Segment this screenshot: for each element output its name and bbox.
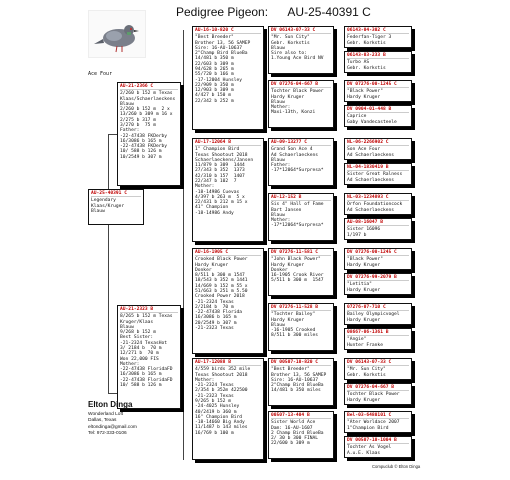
card-line: "Ater Worldace 2007: [347, 420, 400, 426]
ring-number: DV 07276-00-1245 C: [347, 82, 409, 88]
card-line: 16/3086 b 165 m: [120, 138, 162, 144]
card-line: Best Sister:: [120, 335, 154, 341]
card-line: 22/342 b 252 m: [195, 98, 234, 104]
card-line: -21-2323 Texas: [195, 325, 234, 331]
ring-number: 07276-07-710 C: [347, 305, 409, 311]
card-line: -21-2324 Texas: [195, 383, 234, 389]
ring-number: AU-25-40391 C: [91, 191, 141, 197]
ring-number: AU-12-152 B: [271, 195, 331, 201]
card-line: 2"Champ Bird BlueBa: [271, 383, 324, 389]
card-line: 8/265 b 152 m Texas: [120, 314, 173, 320]
card-line: Ad Schaerlaeckens: [347, 207, 395, 213]
card-line: 1"Champion Bird: [347, 425, 389, 431]
card-line: Blauw: [120, 324, 134, 330]
gg-card[interactable]: [344, 436, 412, 458]
card-line: 2/260 b 152 m 2 x: [120, 107, 170, 113]
gg-card[interactable]: [344, 26, 412, 48]
gg-card[interactable]: [344, 51, 412, 73]
card-line: Hunter Franke: [347, 342, 383, 348]
gg-card[interactable]: [344, 138, 412, 160]
gg-card[interactable]: [344, 411, 412, 433]
ring-number: DV 07276-04-667 B: [271, 82, 331, 88]
connector: [108, 134, 117, 394]
card-line: Father:: [271, 163, 291, 169]
ring-number: DV 0904-01-448 B: [347, 107, 409, 113]
card-line: -21-2324 Texas: [195, 299, 234, 305]
card-line: "Best Breeder": [195, 35, 234, 41]
card-line: Grand Son Ace 4: [271, 147, 313, 153]
card-line: Tochter Black Power: [347, 392, 400, 398]
card-line: 2"Champ Bird BlueBa: [195, 51, 248, 57]
card-line: 4/559 birds 352 mile: [195, 367, 251, 373]
sire-card[interactable]: [117, 82, 181, 186]
gg-card[interactable]: [344, 105, 412, 127]
card-line: Blauw: [271, 212, 285, 218]
gg-card[interactable]: [344, 218, 412, 240]
card-line: 51/663 b 251 m 5.50: [195, 288, 248, 294]
card-line: 16" Champion Bird: [195, 414, 243, 420]
card-line: Father:: [120, 128, 140, 134]
gg-card[interactable]: [344, 163, 412, 185]
card-line: Sister 16096: [347, 227, 381, 233]
card-line: -17*12064*Surpresa*: [271, 168, 324, 174]
card-line: 22/603 b 309 m: [195, 61, 234, 67]
card-line: 8/511 b 300 miles: [271, 333, 319, 339]
owner-name: Elton Dinga: [88, 400, 133, 409]
gg-card[interactable]: [344, 383, 412, 405]
card-line: Kruger/Klaas: [120, 319, 154, 325]
card-line: -21-2324 TexasHot: [120, 340, 168, 346]
great-grandparent-card[interactable]: [268, 248, 334, 296]
great-grandparent-card[interactable]: [268, 193, 334, 241]
card-line: 12/903 b 309 m: [195, 88, 234, 94]
owner-city: Dallas, Texas: [88, 418, 117, 424]
card-line: Mother:: [120, 361, 140, 367]
ring-number: DV 07276-99-2079 B: [347, 275, 409, 281]
card-line: 10/ 588 b 126 m: [120, 149, 162, 155]
ring-number: Bel-03-6480101 C: [347, 413, 409, 419]
card-line: 27/343 b 352 1373: [195, 168, 245, 174]
card-line: "Black Power": [347, 89, 383, 95]
ring-number: 08667-06-1361 B: [347, 330, 409, 336]
ring-number: DV 07276-11-528 B: [271, 305, 331, 311]
card-line: Gebr. Korkstis: [347, 372, 386, 378]
card-line: Ad Schaerlaeckens: [347, 177, 395, 183]
card-line: "Angie": [347, 337, 367, 343]
card-line: "Black Power": [347, 257, 383, 263]
great-grandparent-card[interactable]: [268, 411, 334, 459]
card-line: Mother:: [271, 105, 291, 111]
gg-card[interactable]: [344, 193, 412, 215]
ring-number: NL-04-1830419 B: [347, 165, 409, 171]
card-line: "Mr. Sun City": [271, 35, 310, 41]
card-line: Hardy Kruger: [347, 262, 381, 268]
card-line: 2/ 30 b 300 FINAL: [271, 436, 319, 442]
card-line: 3/ 2184 b 70 m: [120, 345, 162, 351]
card-line: 8/511 b 300 m 1547: [195, 273, 245, 279]
granddam-maternal-card[interactable]: [192, 358, 264, 460]
gg-card[interactable]: [344, 248, 412, 270]
card-line: -16-1905 Crooked: [271, 328, 316, 334]
card-line: 14/481 b 350 m: [195, 56, 234, 62]
card-line: Legendary: [91, 198, 116, 204]
ring-number: AU-21-2366 C: [120, 84, 178, 90]
ring-number: NL-06-2266902 C: [347, 140, 409, 146]
card-line: 2/2184 b 70 m: [195, 304, 234, 310]
ring-number: AU-16-1905 C: [195, 250, 261, 256]
card-line: -22-47438 Florida: [195, 310, 243, 316]
card-line: Hardy Kruger: [271, 262, 305, 268]
card-line: -18-14986 Cuevas: [195, 189, 240, 195]
ring-number: DV 00507-10-820 C: [271, 360, 331, 366]
card-line: 41" Champion: [195, 205, 229, 211]
card-line: Blauw: [120, 101, 134, 107]
card-line: 12/271 b 70 m: [120, 351, 159, 357]
card-line: "Tochter Bailey": [271, 312, 316, 318]
card-line: 9/268 b 152 m: [120, 330, 156, 336]
card-line: Blauw: [91, 208, 105, 214]
card-line: Blauw: [271, 157, 285, 163]
granddam-paternal-card[interactable]: [192, 138, 264, 242]
owner-phone: Tel: 972-333-0106: [88, 431, 127, 437]
owner-email[interactable]: eltondinga@gmail.com: [88, 424, 137, 430]
ring-number: DV 07276-00-1245 C: [347, 250, 409, 256]
ring-number: AU-08-16047 B: [347, 220, 409, 226]
card-line: "Mr. Sun City": [347, 367, 386, 373]
card-line: Federfan-Tiger 3: [347, 35, 392, 41]
card-line: Dam: 16-AU-1607: [271, 425, 313, 431]
card-line: Donker: [271, 267, 288, 273]
card-line: Hardy Kruger: [347, 317, 381, 323]
subject-name: Ace Four: [88, 71, 113, 77]
subject-card[interactable]: [88, 189, 144, 225]
card-line: 1.Young Ace Bird NV: [271, 56, 324, 62]
ring-number: DV 07276-11-581 C: [271, 250, 331, 256]
ring-number: DV 06143-07-33 C: [347, 360, 409, 366]
pigeon-photo: [88, 10, 146, 58]
ring-number: AU-21-2323 B: [120, 307, 178, 313]
card-line: Bailey Olympicvogel: [347, 312, 400, 318]
pigeon-image-icon: [89, 11, 147, 59]
card-line: Sire: 16-AU-10637: [271, 377, 319, 383]
card-line: -21-2323 Texas: [195, 393, 234, 399]
card-line: Sister World Ace: [271, 420, 316, 426]
great-grandparent-card[interactable]: [268, 80, 334, 128]
card-line: 11/879 b 309 1444: [195, 163, 245, 169]
card-line: 4/397 b 263 m 5 x: [195, 194, 245, 200]
great-grandparent-card[interactable]: [268, 26, 334, 74]
gg-card[interactable]: [344, 358, 412, 380]
card-line: 2/275 b 317 m: [120, 117, 156, 123]
card-line: 94/628 b 265 m: [195, 66, 234, 72]
card-line: Hardy Kruger: [271, 317, 305, 323]
card-line: -17-12004 Hunsley: [195, 77, 243, 83]
card-line: -22-47438 FloridaFD: [120, 367, 173, 373]
gg-card[interactable]: [344, 80, 412, 102]
card-line: 2 Champ Bird BlueBa: [271, 430, 324, 436]
card-line: 16/3086 b 165 m: [120, 372, 162, 378]
card-line: 10/2549 b 307 m: [120, 154, 162, 160]
gg-card[interactable]: [344, 303, 412, 325]
card-line: 16-1905 Crook River: [271, 273, 324, 279]
card-line: 2/260 b 152 m Texas: [120, 91, 173, 97]
card-line: Texas Shootout 2018: [195, 372, 248, 378]
card-line: 1/197 b: [347, 232, 367, 238]
card-line: Gebr. Korkstis: [271, 40, 310, 46]
card-line: -22-47438 FKDerby: [120, 133, 168, 139]
card-line: Sire: 16-AU-10637: [195, 45, 243, 51]
card-line: -24-4025 Hunsley: [195, 404, 240, 410]
card-line: Gebr. Korkstis: [347, 65, 386, 71]
card-line: Sire also to:: [271, 51, 307, 57]
card-line: 40/2419 b 360 m: [195, 409, 237, 415]
card-line: Sis 4" Hall of Fame: [271, 202, 324, 208]
card-line: 14/481 b 350 miles: [271, 388, 321, 394]
card-line: -22-47438 FKDerby: [120, 144, 168, 150]
card-line: Caprice: [347, 114, 367, 120]
great-grandparent-card[interactable]: [268, 138, 334, 186]
ring-number: AU-16-10-820 C: [195, 28, 261, 34]
card-line: "John Black Power": [271, 257, 321, 263]
card-line: Son Ace Four: [347, 147, 381, 153]
card-line: Mother:: [195, 377, 215, 383]
card-line: 5/511 b 300 m 1547: [271, 278, 324, 284]
card-line: Klaas/Schaerlaeckens: [120, 96, 176, 102]
card-line: Brother 13, 56 SAMEP: [271, 372, 327, 378]
footer-credit: Compuclub © Elton Dinga: [372, 464, 421, 469]
card-line: 42/310 b 157 1407: [195, 173, 245, 179]
card-line: Mother:: [195, 184, 215, 190]
card-line: 9/265 b 152 m: [195, 398, 231, 404]
ring-number: DV 07276-04-667 B: [347, 385, 409, 391]
card-line: "Letitia": [347, 282, 372, 288]
owner-info: [88, 400, 188, 438]
card-line: 11/1487 b 143 miles: [195, 425, 248, 431]
card-line: 1" Champion Bird: [195, 147, 240, 153]
grandsire-maternal-card[interactable]: [192, 248, 264, 354]
connector: [108, 134, 117, 135]
ring-number: 00507-13-404 B: [271, 413, 331, 419]
card-line: 16/769 b 100 m: [195, 430, 234, 436]
card-line: Sister Great Ralness: [347, 172, 403, 178]
card-line: "Best Breeder": [271, 367, 310, 373]
card-line: -18-14660 Big Andy: [195, 420, 245, 426]
card-line: Crooked Power 2018: [195, 294, 245, 300]
gg-card[interactable]: [344, 328, 412, 350]
card-line: Blauw: [271, 322, 285, 328]
card-line: Ad Schaerlaeckens: [347, 152, 395, 158]
card-line: Bart Jansen: [271, 207, 302, 213]
card-line: Orfon Foundationcock: [347, 202, 403, 208]
connector: [183, 30, 192, 250]
ring-number: AU-17-12064 B: [195, 140, 261, 146]
card-line: Texas Shootout 2018: [195, 152, 248, 158]
great-grandparent-card[interactable]: [268, 358, 334, 406]
owner-loft: Wonderland Loft: [88, 412, 124, 417]
card-line: 13/260 b 309 m 16 x: [120, 112, 173, 118]
card-line: 14/669 b 152 m 55 x: [195, 283, 248, 289]
card-line: Gaby Vandecasteele: [347, 119, 397, 125]
card-line: Blauw: [271, 99, 285, 105]
card-line: 18/543 b 352 m 1441: [195, 278, 248, 284]
ring-number: DV 06143-07-33 C: [271, 28, 331, 34]
great-grandparent-card[interactable]: [268, 303, 334, 351]
card-line: Blauw: [271, 45, 285, 51]
ring-number: NL-03-1234893 C: [347, 195, 409, 201]
card-line: Hardy Kruger: [347, 287, 381, 293]
card-line: Donker: [195, 267, 212, 273]
page-title: Pedigree Pigeon: AU-25-40391 C: [176, 5, 371, 19]
ring-number: AU-17-12088 B: [195, 360, 261, 366]
card-line: 20/2549 b 307 m: [195, 320, 237, 326]
ring-number: 06143-04-302 C: [347, 28, 409, 34]
card-line: 55/720 b 166 m: [195, 72, 234, 78]
card-line: 3/270 b 75 m: [120, 122, 156, 128]
card-line: Klaas/Kruger: [91, 203, 125, 209]
card-line: Schaerlaeckens/Jansen: [195, 157, 254, 163]
card-line: 16/3086 b 165 m: [195, 315, 237, 321]
card-line: -18-14986 Andy: [195, 210, 234, 216]
card-line: Hardy Kruger: [347, 397, 381, 403]
card-line: 4/427 b 150 m: [195, 93, 231, 99]
ring-number: DV 00507-10-1004 B: [347, 438, 409, 444]
card-line: -22-47438 FloridaFD: [120, 377, 173, 383]
card-line: Tochter As Vogel: [347, 445, 392, 451]
card-line: Brother 13, 56 SAMEP: [195, 40, 251, 46]
card-line: 22/431 b 212 m 15 x: [195, 200, 248, 206]
card-line: 10/ 588 b 126 m: [120, 382, 162, 388]
card-line: Won 22,000 FIS: [120, 356, 159, 362]
dam-card[interactable]: [117, 305, 181, 409]
card-line: Hardy Kruger: [195, 262, 229, 268]
card-line: 22/600 b 309 m: [271, 441, 310, 447]
card-line: Tochter Black Power: [271, 89, 324, 95]
card-line: 22/347 b 102 7: [195, 178, 237, 184]
card-line: Maxi-13th, Konzi: [271, 110, 316, 116]
card-line: A.u.E. Klaas: [347, 450, 381, 456]
card-line: 22/909 b 350 m: [195, 82, 234, 88]
card-line: Gebr. Korkstis: [347, 40, 386, 46]
card-line: 2/354 b 352m 422500: [195, 388, 248, 394]
card-line: Ad Schaerlaeckens: [271, 152, 319, 158]
card-line: -17*12064*Surpresa*: [271, 223, 324, 229]
card-line: Hardy Kruger: [347, 94, 381, 100]
card-line: Hardy Kruger: [271, 94, 305, 100]
gg-card[interactable]: [344, 273, 412, 295]
connector: [108, 393, 117, 394]
card-line: Crooked Black Power: [195, 257, 248, 263]
ring-number: AU-09-13277 C: [271, 140, 331, 146]
ring-number: 06143-03-233 B: [347, 53, 409, 59]
grandsire-paternal-card[interactable]: [192, 26, 264, 130]
card-line: Turbo AS: [347, 60, 370, 66]
card-line: Mother:: [271, 218, 291, 224]
